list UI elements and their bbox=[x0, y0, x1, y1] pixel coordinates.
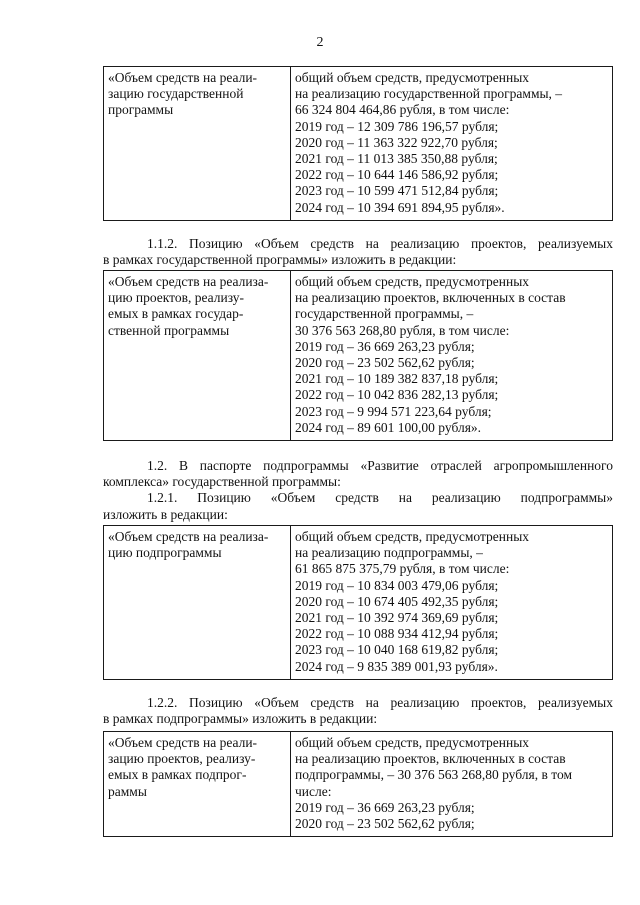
position-label-cell bbox=[104, 67, 291, 221]
paragraph-line: в рамках государственной программы» изложить в редакции: bbox=[103, 252, 457, 268]
value-line: подпрограммы, – 30 376 563 268,80 рубля, в том bbox=[295, 767, 572, 783]
value-line: 2019 год – 12 309 786 196,57 рубля; bbox=[295, 118, 499, 134]
value-line: 61 865 875 375,79 рубля, в том числе: bbox=[295, 561, 510, 577]
value-line: 66 324 804 464,86 рубля, в том числе: bbox=[295, 102, 510, 118]
label-line: цию проектов, реализу- bbox=[108, 290, 245, 306]
label-line: «Объем средств на реали- bbox=[108, 70, 258, 85]
position-value-cell bbox=[291, 271, 613, 441]
paragraph-line: 1.2. В паспорте подпрограммы «Развитие отраслей агропромышленного bbox=[147, 458, 613, 473]
label-line: ственной программы bbox=[108, 322, 230, 338]
page-number: 2 bbox=[316, 35, 324, 50]
position-value-cell bbox=[291, 526, 613, 680]
value-line: на реализацию проектов, включенных в состав bbox=[295, 751, 566, 767]
paragraph-line: комплекса» государственной программы: bbox=[103, 474, 341, 490]
table-subprogram-projects-funding bbox=[103, 731, 613, 837]
value-line: общий объем средств, предусмотренных bbox=[295, 529, 530, 544]
value-line: 2023 год – 10 599 471 512,84 рубля; bbox=[295, 183, 499, 199]
label-line: емых в рамках подпрог- bbox=[108, 767, 247, 783]
position-label-cell bbox=[104, 526, 291, 680]
label-line: «Объем средств на реализа- bbox=[108, 274, 269, 289]
table-program-projects-funding bbox=[103, 270, 613, 441]
value-line: числе: bbox=[295, 783, 332, 799]
value-line: 2019 год – 10 834 003 479,06 рубля; bbox=[295, 577, 499, 593]
label-line: емых в рамках государ- bbox=[108, 306, 244, 322]
value-line: 2020 год – 23 502 562,62 рубля; bbox=[295, 355, 475, 371]
value-line: 2022 год – 10 088 934 412,94 рубля; bbox=[295, 626, 499, 642]
position-value-cell bbox=[291, 67, 613, 221]
value-line: 2020 год – 11 363 322 922,70 рубля; bbox=[295, 134, 498, 150]
value-line: 2023 год – 10 040 168 619,82 рубля; bbox=[295, 642, 499, 658]
label-line: «Объем средств на реали- bbox=[108, 735, 258, 750]
value-line: 2019 год – 36 669 263,23 рубля; bbox=[295, 338, 475, 354]
value-line: 2024 год – 89 601 100,00 рубля». bbox=[295, 419, 482, 435]
value-line: 2022 год – 10 042 836 282,13 рубля; bbox=[295, 387, 499, 403]
value-line: 2020 год – 23 502 562,62 рубля; bbox=[295, 816, 475, 832]
value-line: 2021 год – 10 392 974 369,69 рубля; bbox=[295, 610, 499, 626]
label-line: цию подпрограммы bbox=[108, 545, 222, 561]
paragraph-1-1-2 bbox=[103, 236, 613, 268]
value-line: 2024 год – 10 394 691 894,95 рубля». bbox=[295, 199, 505, 215]
value-line: 2023 год – 9 994 571 223,64 рубля; bbox=[295, 403, 492, 419]
table-subprogram-funding bbox=[103, 525, 613, 680]
value-line: общий объем средств, предусмотренных bbox=[295, 274, 530, 289]
label-line: «Объем средств на реализа- bbox=[108, 529, 269, 544]
table-row bbox=[104, 67, 613, 221]
paragraph-line: изложить в редакции: bbox=[103, 506, 228, 522]
label-line: программы bbox=[108, 102, 174, 118]
value-line: 30 376 563 268,80 рубля, в том числе: bbox=[295, 322, 510, 338]
position-label-cell bbox=[104, 732, 291, 837]
value-line: 2020 год – 10 674 405 492,35 рубля; bbox=[295, 593, 499, 609]
label-line: зацию государственной bbox=[108, 86, 244, 102]
position-label-cell bbox=[104, 271, 291, 441]
paragraph-line: в рамках подпрограммы» изложить в редакции: bbox=[103, 711, 378, 727]
value-line: 2021 год – 10 189 382 837,18 рубля; bbox=[295, 371, 499, 387]
table-row bbox=[104, 526, 613, 680]
position-value-cell bbox=[291, 732, 613, 837]
value-line: на реализацию государственной программы, – bbox=[295, 86, 563, 102]
value-line: на реализацию подпрограммы, – bbox=[295, 545, 483, 561]
value-line: 2022 год – 10 644 146 586,92 рубля; bbox=[295, 167, 499, 183]
value-line: на реализацию проектов, включенных в состав bbox=[295, 290, 566, 306]
value-line: государственной программы, – bbox=[295, 306, 474, 322]
label-line: зацию проектов, реализу- bbox=[108, 751, 256, 767]
paragraph-1-2-2 bbox=[103, 695, 613, 727]
value-line: 2024 год – 9 835 389 001,93 рубля». bbox=[295, 658, 498, 674]
paragraph-line: 1.1.2. Позицию «Объем средств на реализацию проектов, реализуемых bbox=[147, 236, 613, 251]
label-line: раммы bbox=[108, 783, 147, 799]
value-line: общий объем средств, предусмотренных bbox=[295, 70, 530, 85]
value-line: 2019 год – 36 669 263,23 рубля; bbox=[295, 799, 475, 815]
table-program-funding bbox=[103, 66, 613, 221]
paragraph-line: 1.2.1. Позицию «Объем средств на реализацию подпрограммы» bbox=[147, 490, 613, 506]
value-line: 2021 год – 11 013 385 350,88 рубля; bbox=[295, 151, 498, 167]
value-line: общий объем средств, предусмотренных bbox=[295, 735, 530, 750]
paragraph-line: 1.2.2. Позицию «Объем средств на реализацию проектов, реализуемых bbox=[147, 695, 613, 710]
table-row bbox=[104, 732, 613, 837]
table-row bbox=[104, 271, 613, 441]
paragraph-1-2 bbox=[103, 458, 613, 523]
